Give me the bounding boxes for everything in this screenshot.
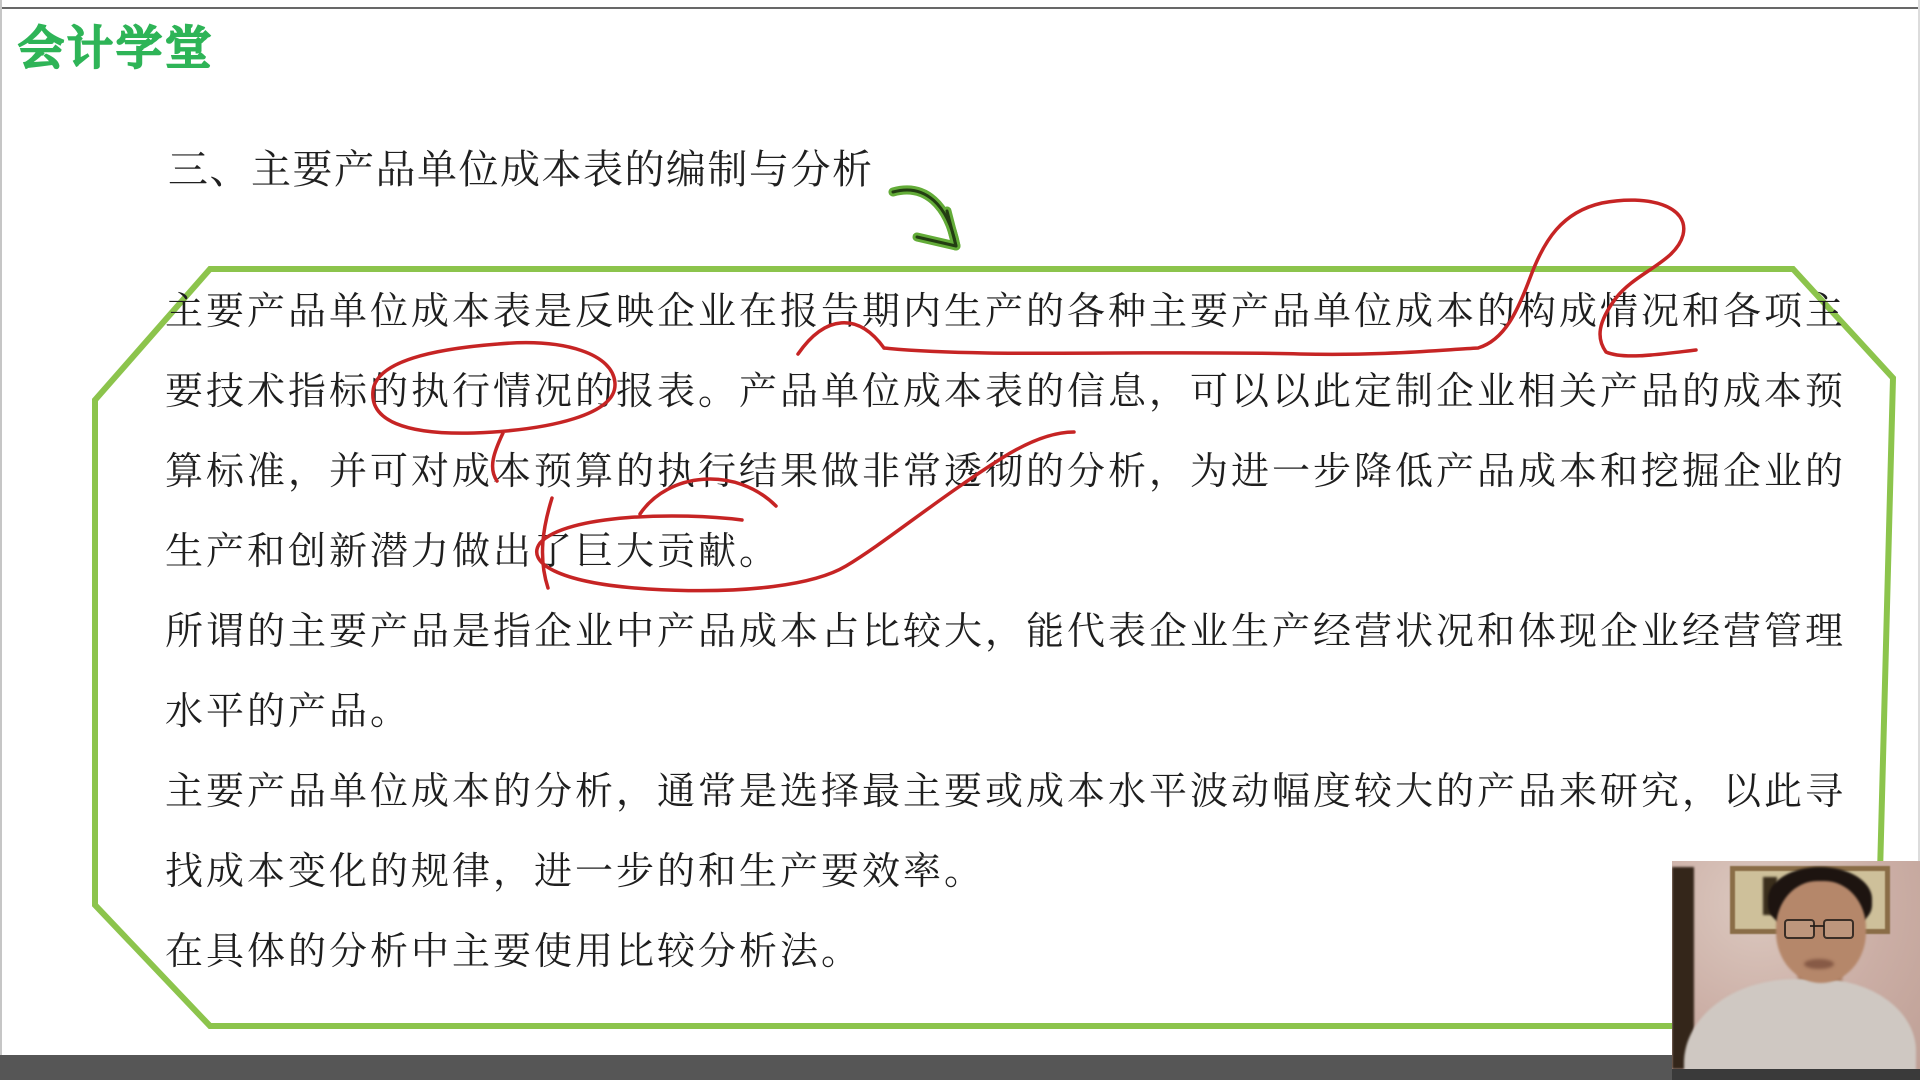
content-line: 算标准，并可对成本预算的执行结果做非常透彻的分析，为进一步降低产品成本和挖掘企业的 xyxy=(165,451,1847,493)
content-line: 水平的产品。 xyxy=(165,691,412,733)
window-top-border xyxy=(0,7,1920,9)
webcam-overlay xyxy=(1672,861,1920,1069)
instructor-glasses-right xyxy=(1823,919,1854,939)
instructor-shirt xyxy=(1684,979,1916,1069)
content-line: 主要产品单位成本表是反映企业在报告期内生产的各种主要产品单位成本的构成情况和各项主 xyxy=(165,291,1847,333)
content-line: 在具体的分析中主要使用比较分析法。 xyxy=(165,931,863,973)
webcam-bottom-strip xyxy=(1672,1069,1920,1080)
green-arrow-shaft xyxy=(893,190,956,246)
green-arrow-head xyxy=(917,211,956,246)
content-line: 找成本变化的规律，进一步的和生产要效率。 xyxy=(165,851,986,893)
brand-logo: 会计学堂 xyxy=(18,22,214,74)
window-left-border xyxy=(0,0,2,1080)
instructor-glasses-bridge xyxy=(1810,925,1824,927)
green-arrow-head-core xyxy=(917,211,956,246)
green-arrow-shaft-core xyxy=(893,190,956,246)
content-line: 要技术指标的执行情况的报表。产品单位成本表的信息，可以以此定制企业相关产品的成本预 xyxy=(165,371,1847,413)
player-bottom-bar xyxy=(0,1055,1920,1080)
content-box xyxy=(165,272,1871,992)
content-line: 所谓的主要产品是指企业中产品成本占比较大，能代表企业生产经营状况和体现企业经营管理 xyxy=(165,611,1847,653)
instructor-glasses-left xyxy=(1784,919,1815,939)
content-line: 生产和创新潜力做出了巨大贡献。 xyxy=(165,531,781,573)
slide-title: 三、主要产品单位成本表的编制与分析 xyxy=(168,148,874,192)
content-line: 主要产品单位成本的分析，通常是选择最主要或成本水平波动幅度较大的产品来研究，以此寻 xyxy=(165,771,1847,813)
instructor-mouth xyxy=(1804,959,1834,969)
